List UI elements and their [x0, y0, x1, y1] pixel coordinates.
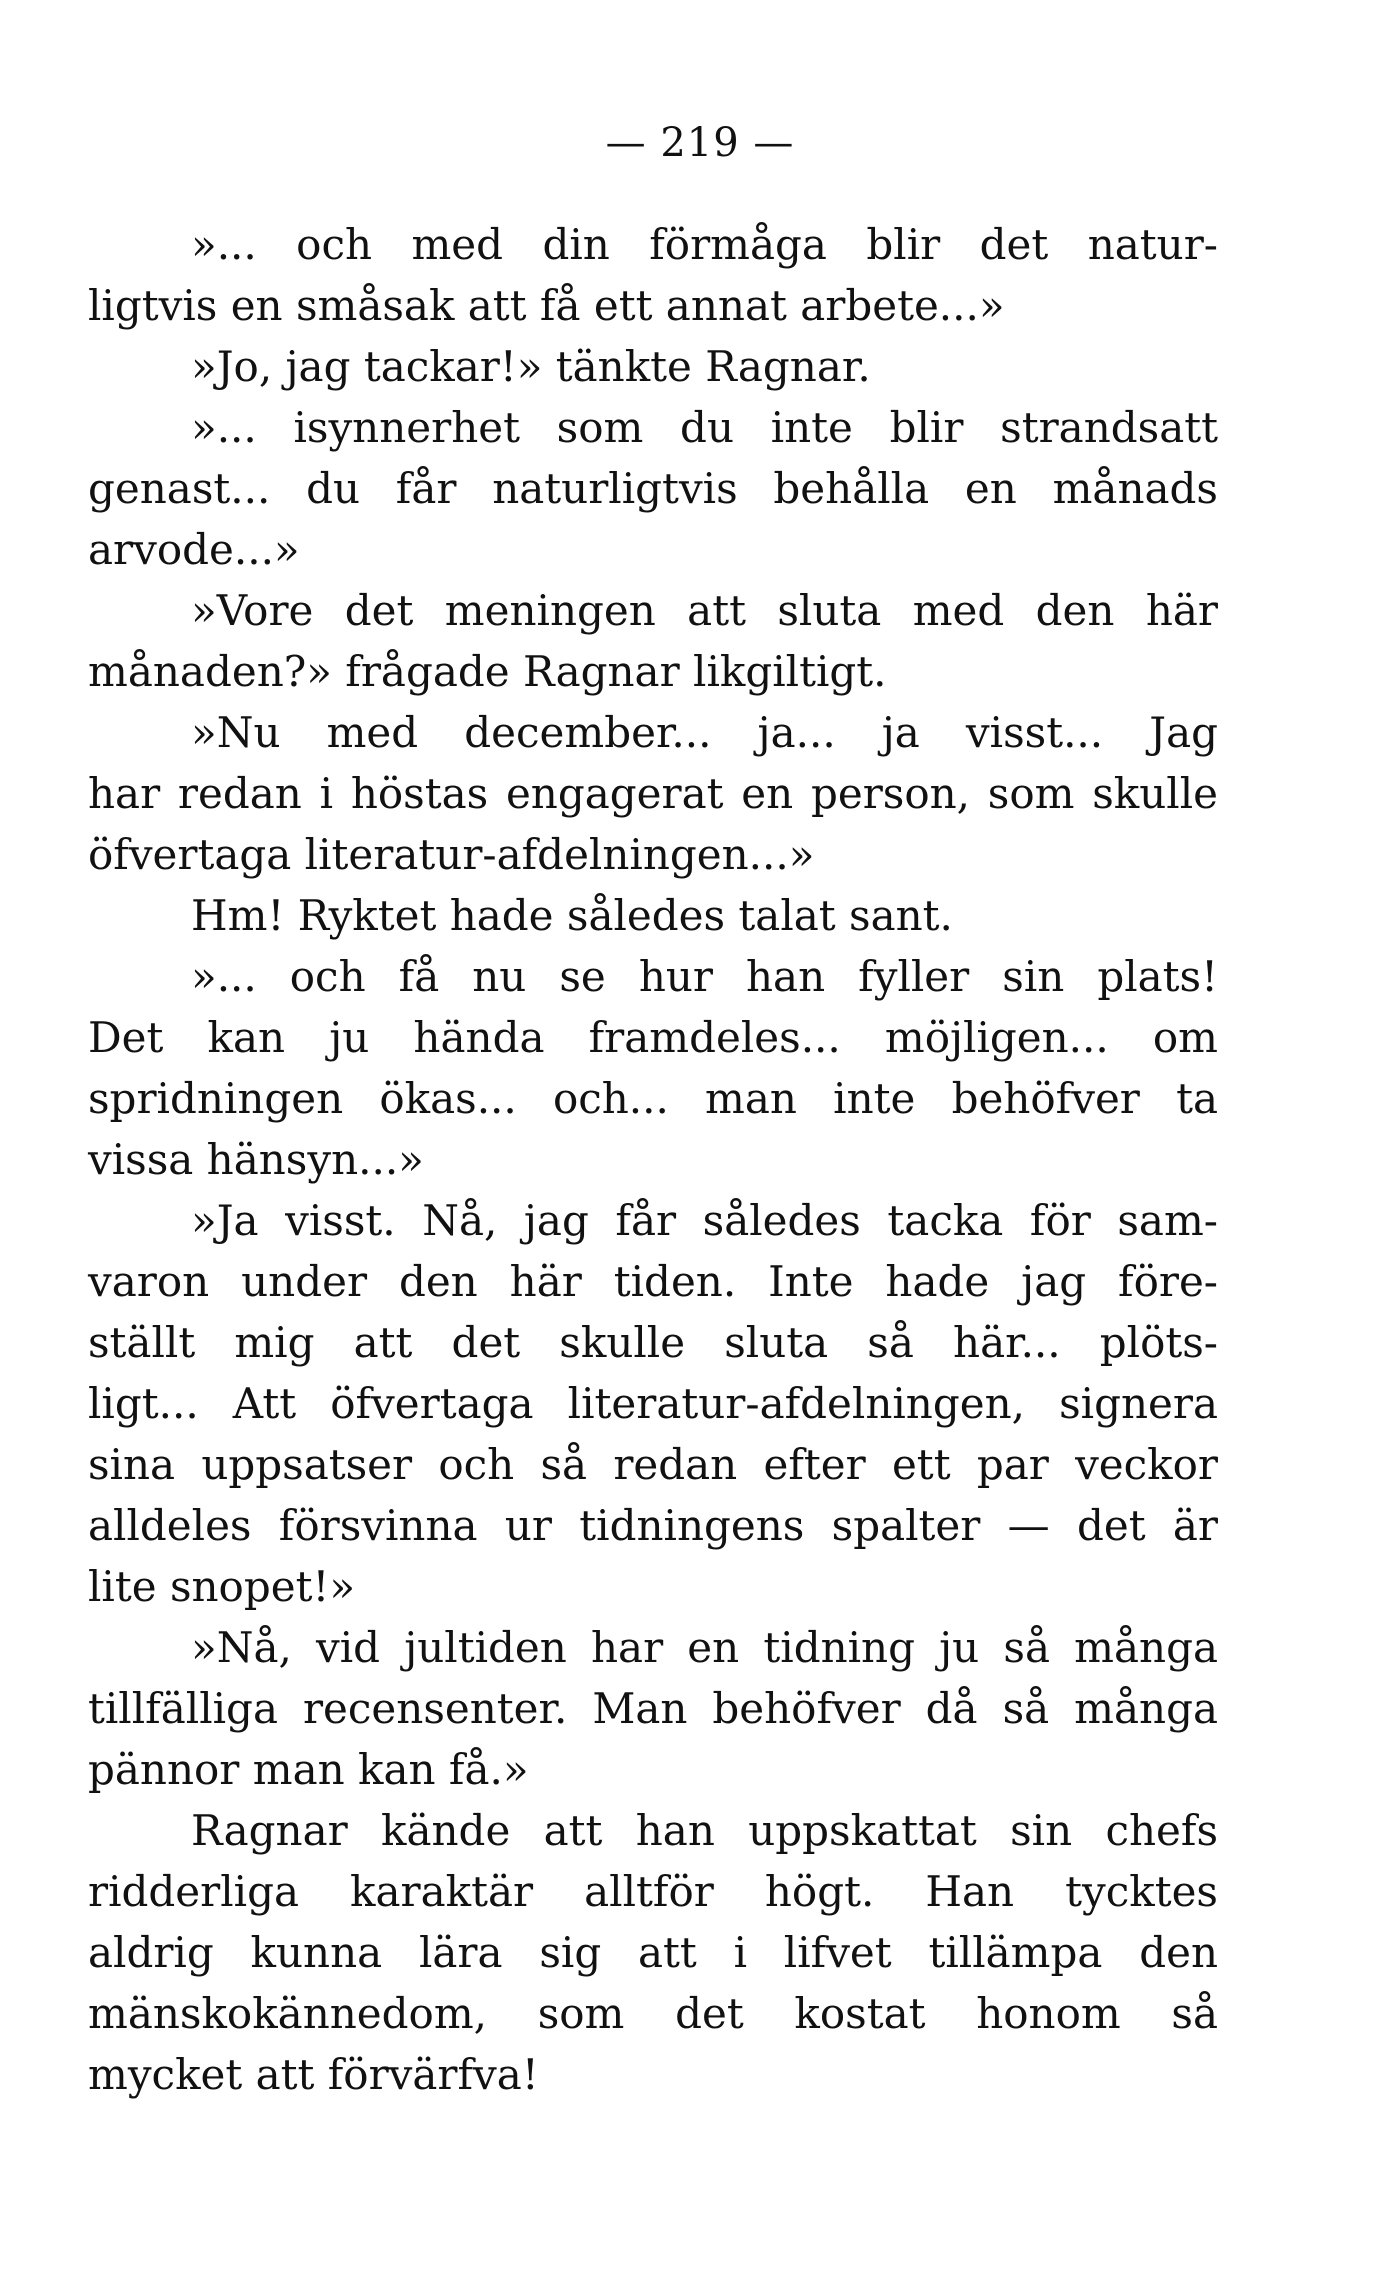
- text-line: »... och med din förmåga blir det natur-: [191, 220, 1218, 269]
- text-line: ligtvis en småsak att få ett annat arbete...»: [88, 281, 1005, 330]
- text-line: ställt mig att det skulle sluta så här... plöts-: [88, 1318, 1218, 1367]
- text-line: Det kan ju hända framdeles... möjligen... om: [88, 1013, 1218, 1062]
- text-line: vissa hänsyn...»: [88, 1135, 424, 1184]
- text-line: spridningen ökas... och... man inte behöfver ta: [88, 1074, 1218, 1123]
- text-line: »Vore det meningen att sluta med den här: [191, 586, 1218, 635]
- text-line: lite snopet!»: [88, 1562, 356, 1611]
- text-line: månaden?» frågade Ragnar likgiltigt.: [88, 647, 887, 696]
- text-line: aldrig kunna lära sig att i lifvet tillämpa den: [88, 1928, 1218, 1977]
- text-line: »Ja visst. Nå, jag får således tacka för sam-: [191, 1196, 1218, 1245]
- text-line: ridderliga karaktär alltför högt. Han tycktes: [88, 1867, 1218, 1916]
- text-line: alldeles försvinna ur tidningens spalter — det är: [88, 1501, 1218, 1550]
- text-line: mänskokännedom, som det kostat honom så: [88, 1989, 1218, 2038]
- text-line: öfvertaga literatur-afdelningen...»: [88, 830, 815, 879]
- text-line: genast... du får naturligtvis behålla en månads: [88, 464, 1218, 513]
- text-line: sina uppsatser och så redan efter ett par veckor: [88, 1440, 1218, 1489]
- text-line: ligt... Att öfvertaga literatur-afdelningen, signera: [88, 1379, 1218, 1428]
- body-text: [88, 214, 1218, 2105]
- text-line: Hm! Ryktet hade således talat sant.: [191, 891, 953, 940]
- text-line: Ragnar kände att han uppskattat sin chefs: [191, 1806, 1218, 1855]
- text-line: »Nu med december... ja... ja visst... Jag: [191, 708, 1218, 757]
- text-line: »Nå, vid jultiden har en tidning ju så många: [191, 1623, 1218, 1672]
- text-line: »... och få nu se hur han fyller sin plats!: [191, 952, 1218, 1001]
- text-line: tillfälliga recensenter. Man behöfver då så många: [88, 1684, 1218, 1733]
- text-line: pännor man kan få.»: [88, 1745, 529, 1794]
- text-line: arvode...»: [88, 525, 300, 574]
- text-line: »... isynnerhet som du inte blir strandsatt: [191, 403, 1218, 452]
- text-line: har redan i höstas engagerat en person, som skulle: [88, 769, 1218, 818]
- text-line: »Jo, jag tackar!» tänkte Ragnar.: [191, 342, 871, 391]
- text-line: mycket att förvärfva!: [88, 2050, 539, 2099]
- text-line: varon under den här tiden. Inte hade jag före-: [88, 1257, 1218, 1306]
- page-number: — 219 —: [605, 120, 795, 166]
